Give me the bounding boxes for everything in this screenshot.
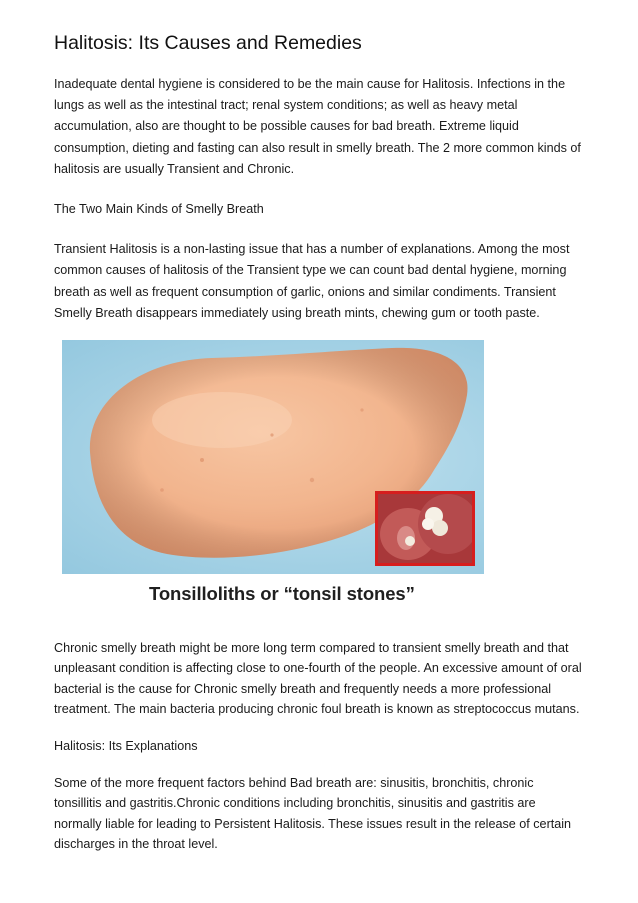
subheading-explanations: Halitosis: Its Explanations bbox=[54, 738, 198, 753]
paragraph-intro: Inadequate dental hygiene is considered to be the main cause for Halitosis. Infections in the lungs as well as the intestinal tract; renal system conditions; as well as heavy metal accumulation, also are thought to be possible causes for bad breath. Extreme liquid consumption, dieting and fasting can also result in smelly breath. The 2 more common kinds of halitosis are usually Transient and Chronic. bbox=[54, 77, 581, 176]
paragraph-transient: Transient Halitosis is a non-lasting issue that has a number of explanations. Among the most common causes of halitosis of the Transient type we can count bad dental hygiene, morning breath as well as frequent consumption of garlic, onions and similar condiments. Transient Smelly Breath disappears immediately using breath mints, chewing gum or tooth paste. bbox=[54, 242, 570, 320]
tonsil-stone-figure bbox=[57, 340, 489, 614]
document-title: Halitosis: Its Causes and Remedies bbox=[54, 32, 362, 54]
subheading-two-main-kinds: The Two Main Kinds of Smelly Breath bbox=[54, 202, 264, 217]
paragraph-chronic: Chronic smelly breath might be more long term compared to transient smelly breath and that unpleasant condition is affecting close to one-fourth of the people. An excessive amount of oral bacterial is the cause for Chronic smelly breath and frequently needs a more professional treatment. The main bacteria producing chronic foul breath is known as streptococcus mutans. bbox=[54, 641, 582, 717]
figure-caption: Tonsilloliths or “tonsil stones” bbox=[149, 583, 415, 605]
tonsil-stones-inset-photo bbox=[375, 491, 475, 566]
paragraph-factors: Some of the more frequent factors behind Bad breath are: sinusitis, bronchitis, chronic tonsillitis and gastritis.Chronic conditions including bronchitis, sinusitis and gastritis are normally liable for leading to Persistent Halitosis. These issues result in the release of certain discharges in the throat level. bbox=[54, 775, 572, 852]
